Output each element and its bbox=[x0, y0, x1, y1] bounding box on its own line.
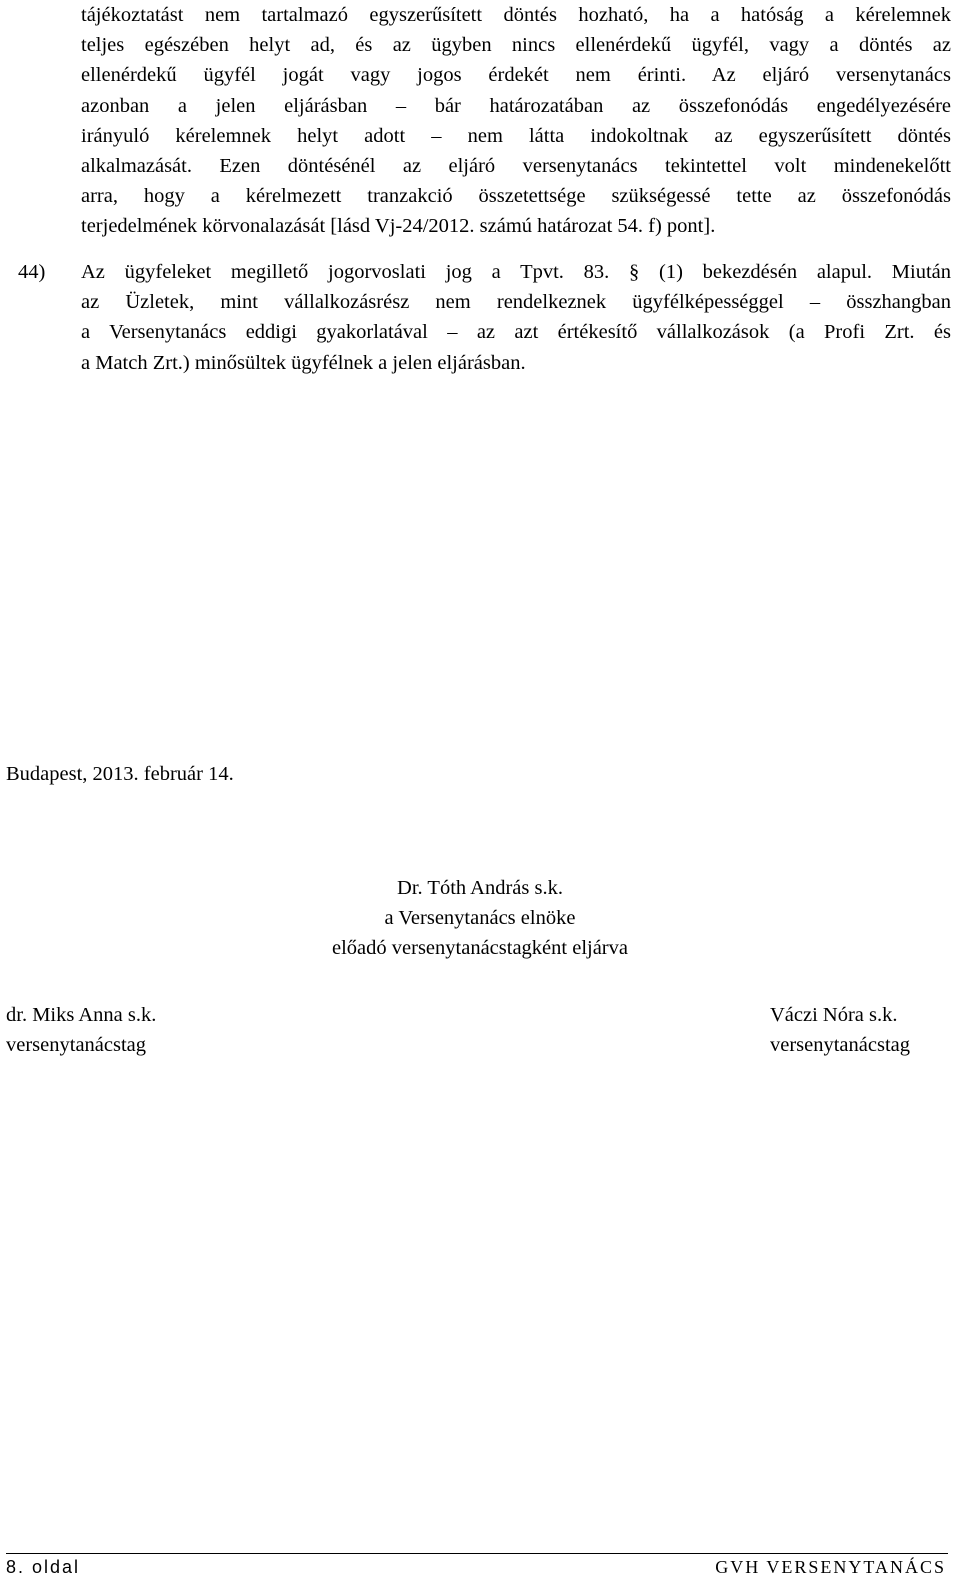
signature-chair bbox=[280, 873, 680, 964]
text-line: azonban a jelen eljárásban – bár határozatában az összefonódás engedélyezésére bbox=[81, 94, 951, 117]
footer-org: GVH VERSENYTANÁCS bbox=[715, 1557, 946, 1577]
signature-name: dr. Miks Anna s.k. bbox=[6, 1004, 157, 1026]
signature-role: versenytanácstag bbox=[6, 1034, 147, 1057]
text-line: a Match Zrt.) minősültek ügyfélnek a jelen eljárásban. bbox=[81, 351, 526, 374]
page-number: 8. oldal bbox=[6, 1557, 81, 1577]
footer-divider bbox=[6, 1553, 948, 1554]
text-line: az Üzletek, mint vállalkozásrész nem rendelkeznek ügyfélképességgel – összhangban bbox=[81, 291, 951, 314]
signature-member-left bbox=[6, 1000, 156, 1060]
text-line: Az ügyfeleket megillető jogorvoslati jog a Tpvt. 83. § (1) bekezdésén alapul. Miután bbox=[81, 261, 951, 283]
signature-member-right bbox=[770, 1000, 910, 1060]
paragraph-continuation bbox=[81, 0, 951, 242]
text-line: tájékoztatást nem tartalmazó egyszerűsített döntés hozható, ha a hatóság a kérelemnek bbox=[81, 4, 951, 26]
signature-name: Váczi Nóra s.k. bbox=[769, 1004, 898, 1026]
text-line: alkalmazását. Ezen döntésénél az eljáró versenytanács tekintettel volt mindenekelőtt bbox=[81, 155, 951, 178]
text-line: irányuló kérelemnek helyt adott – nem látta indokoltnak az egyszerűsített döntés bbox=[81, 124, 951, 147]
signature-role: a Versenytanács elnöke bbox=[384, 907, 576, 930]
date-line: Budapest, 2013. február 14. bbox=[6, 763, 234, 785]
signature-role: előadó versenytanácstagként eljárva bbox=[332, 937, 628, 960]
signature-name: Dr. Tóth András s.k. bbox=[397, 877, 563, 899]
text-line: teljes egészében helyt ad, és az ügyben nincs ellenérdekű ügyfél, vagy a döntés az bbox=[81, 34, 951, 57]
paragraph-number: 44) bbox=[18, 261, 46, 283]
text-line: terjedelmének körvonalazását [lásd Vj-24/2012. számú határozat 54. f) pont]. bbox=[81, 215, 716, 238]
signature-role: versenytanácstag bbox=[769, 1034, 910, 1057]
text-line: arra, hogy a kérelmezett tranzakció összetettsége szükségessé tette az összefonódás bbox=[81, 185, 951, 208]
text-line: ellenérdekű ügyfél jogát vagy jogos érdekét nem érinti. Az eljáró versenytanács bbox=[81, 64, 951, 87]
text-line: a Versenytanács eddigi gyakorlatával – az azt értékesítő vállalkozások (a Profi Zrt. és bbox=[81, 321, 951, 344]
paragraph-44 bbox=[81, 257, 951, 378]
